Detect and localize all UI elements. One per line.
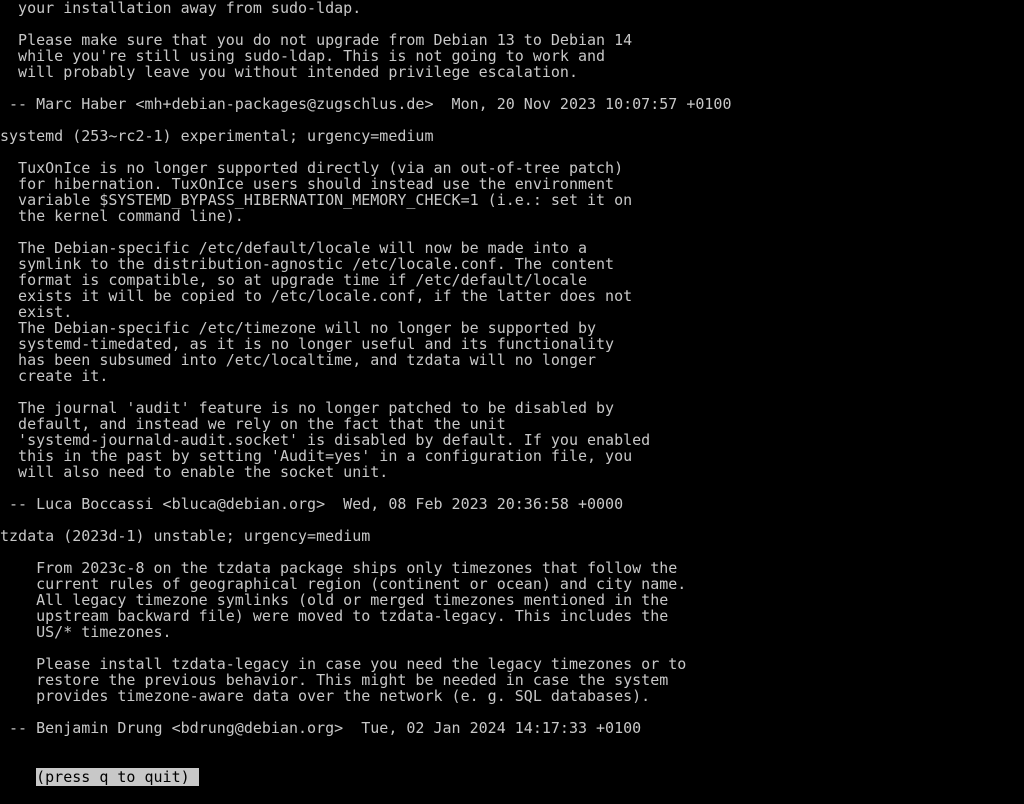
terminal-line [0, 544, 1024, 560]
terminal-line [0, 16, 1024, 32]
terminal-line: The Debian-specific /etc/default/locale will now be made into a [0, 239, 587, 257]
terminal-line: will probably leave you without intended privilege escalation. [0, 63, 578, 81]
pager-status-bar [0, 750, 199, 786]
terminal-line: the kernel command line). [0, 207, 244, 225]
terminal-line: From 2023c-8 on the tzdata package ships only timezones that follow the [0, 559, 678, 577]
terminal-line: provides timezone-aware data over the network (e. g. SQL databases). [0, 687, 651, 705]
text-cursor [190, 768, 199, 786]
terminal-line: your installation away from sudo-ldap. [0, 0, 362, 17]
terminal-line: The Debian-specific /etc/timezone will no longer be supported by [0, 319, 597, 337]
terminal-line [0, 640, 1024, 656]
terminal-line: current rules of geographical region (continent or ocean) and city name. [0, 575, 687, 593]
terminal-line: 'systemd-journald-audit.socket' is disabled by default. If you enabled [0, 431, 651, 449]
terminal-line: Please make sure that you do not upgrade from Debian 13 to Debian 14 [0, 31, 633, 49]
terminal-line: default, and instead we rely on the fact that the unit [0, 415, 506, 433]
terminal-line [0, 512, 1024, 528]
terminal-line: while you're still using sudo-ldap. This is not going to work and [0, 47, 606, 65]
terminal-line: will also need to enable the socket unit. [0, 463, 389, 481]
terminal-line: symlink to the distribution-agnostic /etc/locale.conf. The content [0, 255, 615, 273]
terminal-line: systemd (253~rc2-1) experimental; urgency=medium [0, 127, 434, 145]
terminal-line: upstream backward file) were moved to tzdata-legacy. This includes the [0, 607, 669, 625]
pager-quit-hint: (press q to quit) [36, 768, 190, 786]
terminal-line [0, 144, 1024, 160]
terminal-line: tzdata (2023d-1) unstable; urgency=medium [0, 527, 371, 545]
terminal-line [0, 224, 1024, 240]
terminal-line [0, 704, 1024, 720]
terminal-line: The journal 'audit' feature is no longer patched to be disabled by [0, 399, 615, 417]
terminal-line: US/* timezones. [0, 623, 172, 641]
terminal-line: Please install tzdata-legacy in case you need the legacy timezones or to [0, 655, 687, 673]
terminal-line: TuxOnIce is no longer supported directly (via an out-of-tree patch) [0, 159, 624, 177]
terminal-line [0, 480, 1024, 496]
terminal-line [0, 112, 1024, 128]
terminal-line: -- Luca Boccassi <bluca@debian.org> Wed, 08 Feb 2023 20:36:58 +0000 [0, 495, 624, 513]
terminal-line: format is compatible, so at upgrade time if /etc/default/locale [0, 271, 587, 289]
terminal-line: exist. [0, 303, 73, 321]
terminal-line [0, 80, 1024, 96]
terminal-line: has been subsumed into /etc/localtime, and tzdata will no longer [0, 351, 597, 369]
terminal-line: -- Marc Haber <mh+debian-packages@zugschlus.de> Mon, 20 Nov 2023 10:07:57 +0100 [0, 95, 732, 113]
terminal-line: this in the past by setting 'Audit=yes' in a configuration file, you [0, 447, 633, 465]
terminal-line: systemd-timedated, as it is no longer useful and its functionality [0, 335, 615, 353]
terminal-line [0, 384, 1024, 400]
terminal-line: restore the previous behavior. This might be needed in case the system [0, 671, 669, 689]
terminal-line: exists it will be copied to /etc/locale.conf, if the latter does not [0, 287, 633, 305]
terminal-line: -- Benjamin Drung <bdrung@debian.org> Tue, 02 Jan 2024 14:17:33 +0100 [0, 719, 642, 737]
terminal-line: for hibernation. TuxOnIce users should instead use the environment [0, 175, 615, 193]
terminal-line: create it. [0, 367, 109, 385]
terminal-line: All legacy timezone symlinks (old or merged timezones mentioned in the [0, 591, 669, 609]
terminal-line: variable $SYSTEMD_BYPASS_HIBERNATION_MEMORY_CHECK=1 (i.e.: set it on [0, 191, 633, 209]
